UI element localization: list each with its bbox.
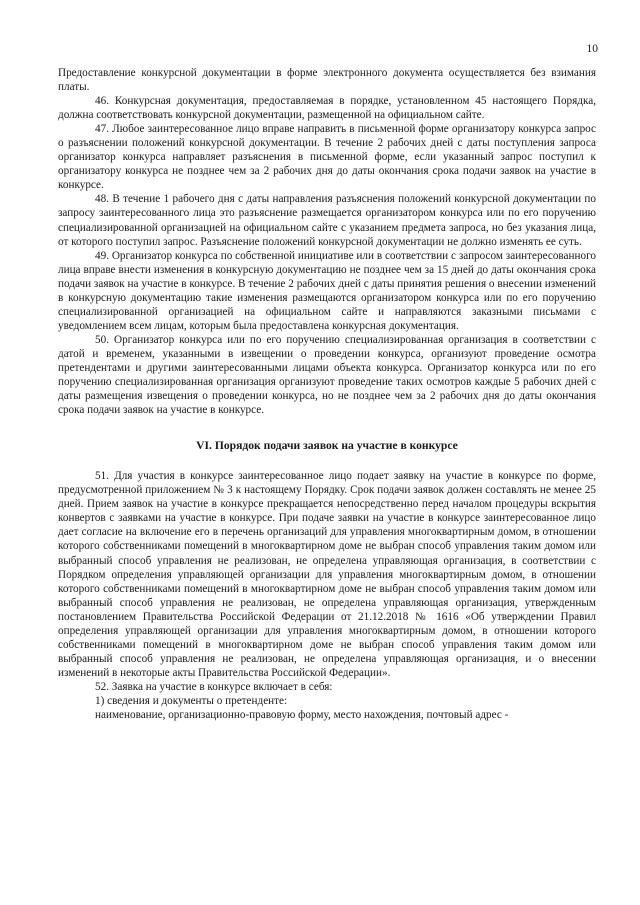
paragraph-52: 52. Заявка на участие в конкурсе включает в себя: (95, 680, 333, 693)
page-number: 10 (586, 43, 598, 55)
paragraph-48: 48. В течение 1 рабочего дня с даты направления разъяснения положений конкурсной документации по запросу заинтересованного лица это разъяснение размещается организатором конкурса или по его поручению специализированной организацией на официальном сайте с указанием предмета запроса, но без указания лица, от которого поступил запрос. Разъяснение положений конкурсной документации не должно изменять ее суть. (58, 193, 596, 248)
paragraph-45-continuation: Предоставление конкурсной документации в форме электронного документа осуществляется без взимания платы. (58, 67, 596, 94)
paragraph-49: 49. Организатор конкурса по собственной инициативе или в соответствии с запросом заинтересованного лица вправе внести изменения в конкурсную документацию не позднее чем за 15 дней до даты окончания срока подачи заявок на участие в конкурсе. В течение 2 рабочих дней с даты принятия решения о внесении изменений в конкурсную документацию такие изменения размещаются организатором конкурса или по его поручению специализированной организацией на официальном сайте и направляются заказными письмами с уведомлением всем лицам, которым была предоставлена конкурсная документация. (58, 249, 596, 332)
paragraph-47: 47. Любое заинтересованное лицо вправе направить в письменной форме организатору конкурса запрос о разъяснении положений конкурсной документации. В течение 2 рабочих дней с даты поступления запроса организатор конкурса направляет разъяснения в письменной форме, если указанный запрос поступил к организатору конкурса не позднее чем за 2 рабочих дня до даты окончания срока подачи заявок на участие в конкурсе. (58, 123, 596, 192)
document-body (58, 66, 596, 722)
paragraph-50: 50. Организатор конкурса или по его поручению специализированная организация в соответствии с датой и временем, указанными в извещении о проведении конкурса, организуют проведение осмотра претендентами и другими заинтересованными лицами объекта конкурса. Организатор конкурса или по его поручению специализированная организация организуют проведение таких осмотров каждые 5 рабочих дней с даты размещения извещения о проведении конкурса, но не позднее чем за 2 рабочих дня до даты окончания срока подачи заявок на участие в конкурсе. (58, 333, 596, 417)
paragraph-51: 51. Для участия в конкурсе заинтересованное лицо подает заявку на участие в конкурсе по форме, предусмотренной приложением № 3 к настоящему Порядку. Срок подачи заявок должен составлять не менее 25 дней. Прием заявок на участие в конкурсе прекращается непосредственно перед началом процедуры вскрытия конвертов с заявками на участие в конкурсе. При подаче заявки на участие в конкурсе заинтересованное лицо дает согласие на включение его в перечень организаций для управления многоквартирным домом, в отношении которого собственниками помещений в многоквартирном доме не выбран способ управления таким домом или выбранный способ управления не реализован, не определена управляющая организация, в соответствии с Порядком определения управляющей организации для управления многоквартирным домом, в отношении которого собственниками помещений в многоквартирном доме не выбран способ управления таким домом или выбранный способ управления не реализован, не определена управляющая организация, утвержденным постановлением Правительства Российской Федерации от 21.12.2018 № 1616 «Об утверждении Правил определения управляющей организации для управления многоквартирным домом, в отношении которого собственниками помещений в многоквартирном доме не выбран способ управления таким домом или выбранный способ управления не реализован, не определена управляющая организация, и о внесении изменений в некоторые акты Правительства Российской Федерации». (58, 470, 596, 679)
paragraph-52-item-1-a: наименование, организационно-правовую форму, место нахождения, почтовый адрес - (95, 709, 509, 722)
section-title: VI. Порядок подачи заявок на участие в конкурсе (196, 439, 458, 453)
paragraph-52-item-1: 1) сведения и документы о претенденте: (95, 694, 288, 707)
paragraph-46: 46. Конкурсная документация, предоставляемая в порядке, установленном 45 настоящего Порядка, должна соответствовать конкурсной документации, размещенной на официальном сайте. (58, 95, 596, 122)
